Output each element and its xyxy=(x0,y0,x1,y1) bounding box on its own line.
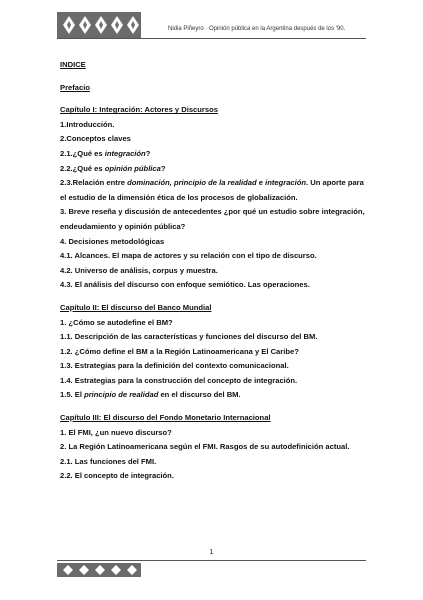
chapter-3-heading: Capítulo III: El discurso del Fondo Monetario Internacional xyxy=(60,413,271,423)
toc-entry-text: 2.1.¿Qué es xyxy=(60,148,105,158)
toc-entry: 4.3. El análisis del discurso con enfoque semiótico. Las operaciones. xyxy=(60,280,310,290)
running-header-title: Nidia Piñeyro · Opinión pública en la Argentina después de los '90. xyxy=(168,26,346,32)
toc-entry: 1.3. Estrategias para la definición del contexto comunicacional. xyxy=(60,361,289,371)
toc-entry-text: . Un aporte para el estudio de la dimensión ética de los procesos de globalización. xyxy=(60,178,364,202)
toc-entry-text: ? xyxy=(160,163,166,173)
chapter-2-heading: Capítulo II: El discurso del Banco Mundial xyxy=(60,302,212,312)
toc-entry xyxy=(60,388,365,403)
toc-entry-text: 2.3.Relación entre xyxy=(60,178,128,188)
toc-entry-text: 2.2.¿Qué es xyxy=(60,163,105,173)
header-logo-icon xyxy=(57,12,141,38)
toc-entry-emphasis: principio de realidad xyxy=(84,390,159,400)
toc-entry: 2.2. El concepto de integración. xyxy=(60,471,174,481)
toc-entry-emphasis: dominación, principio de la realidad xyxy=(127,178,257,188)
toc-entry-emphasis: integración xyxy=(265,178,307,188)
toc-entry-text: ? xyxy=(145,148,151,158)
toc-entry: 1. El FMI, ¿un nuevo discurso? xyxy=(60,427,172,437)
toc-entry-emphasis: integración xyxy=(104,148,146,158)
toc-entry xyxy=(60,176,365,205)
toc-entry-text: en el discurso del BM. xyxy=(158,390,241,400)
toc-entry: 1.4. Estrategias para la construcción del concepto de integración. xyxy=(60,375,298,385)
header-divider xyxy=(57,38,366,39)
toc-entry: 1.1. Descripción de las características y funciones del discurso del BM. xyxy=(60,332,318,342)
toc-entry-emphasis: opinión pública xyxy=(104,163,161,173)
toc-entry: 3. Breve reseña y discusión de antecedentes ¿por qué un estudio sobre integración, endeudamiento y opinión pública? xyxy=(60,207,365,231)
toc-entry: 1.Introducción. xyxy=(60,119,115,129)
toc-entry: 2. La Región Latinoamericana según el FMI. Rasgos de su autodefinición actual. xyxy=(60,442,350,452)
toc-entry: 2.1. Las funciones del FMI. xyxy=(60,456,157,466)
toc-entry: 1. ¿Cómo se autodefine el BM? xyxy=(60,317,173,327)
index-title: INDICE xyxy=(60,60,86,69)
toc-entry: 4.1. Alcances. El mapa de actores y su relación con el tipo de discurso. xyxy=(60,251,317,261)
toc-entry-text: e xyxy=(256,178,266,188)
index-content xyxy=(60,58,365,484)
chapter-1-heading: Capítulo I: Integración: Actores y Discursos xyxy=(60,105,218,115)
footer-logo-icon xyxy=(57,563,141,577)
preface-heading: Prefacio xyxy=(60,82,90,92)
footer-divider xyxy=(57,560,366,561)
toc-entry: 2.Conceptos claves xyxy=(60,134,131,144)
toc-entry-text: 1.5. El xyxy=(60,390,85,400)
toc-entry: 1.2. ¿Cómo define el BM a la Región Latinoamericana y El Caribe? xyxy=(60,346,299,356)
toc-entry: 4. Decisiones metodológicas xyxy=(60,236,165,246)
toc-entry xyxy=(60,147,365,162)
page-number: 1 xyxy=(209,549,214,556)
toc-entry xyxy=(60,162,365,177)
toc-entry: 4.2. Universo de análisis, corpus y muestra. xyxy=(60,265,218,275)
